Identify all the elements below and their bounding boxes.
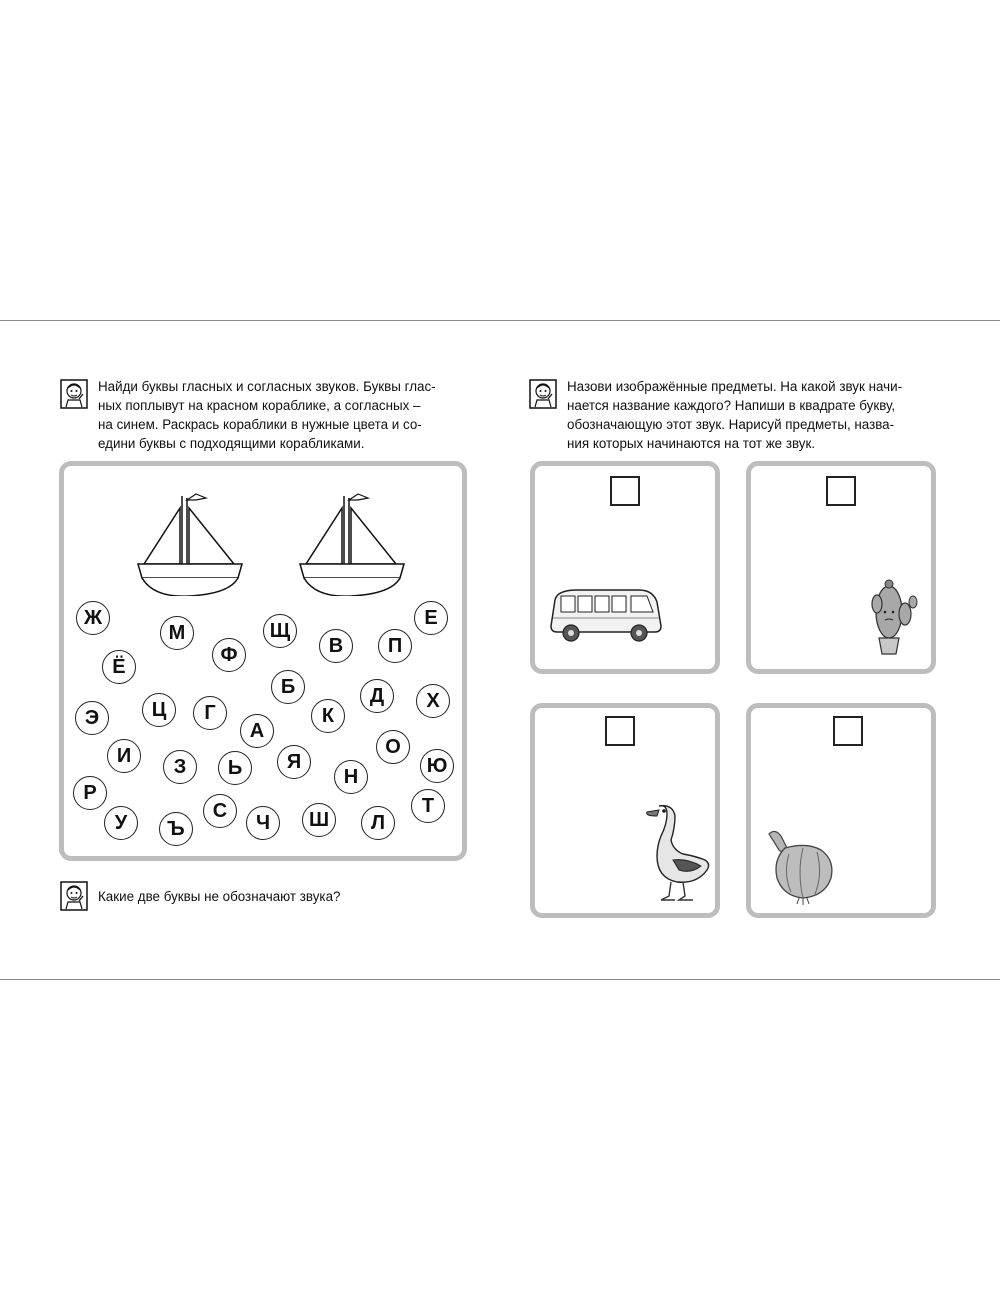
letter-circle[interactable]: Т xyxy=(411,789,445,823)
letter-circle[interactable]: Н xyxy=(334,760,368,794)
answer-box[interactable] xyxy=(826,476,856,506)
sailboat-blue xyxy=(296,486,406,596)
letter-circle[interactable]: Ъ xyxy=(159,812,193,846)
answer-box[interactable] xyxy=(605,716,635,746)
task-3-line: нается название каждого? Напиши в квадрате букву, xyxy=(567,398,896,413)
letter-circle[interactable]: Щ xyxy=(263,614,297,648)
picture-card xyxy=(530,703,720,918)
letter-circle[interactable]: О xyxy=(376,730,410,764)
picture-card xyxy=(746,703,936,918)
letter-circle[interactable]: Х xyxy=(416,684,450,718)
picture-card xyxy=(746,461,936,674)
letter-circle[interactable]: К xyxy=(311,699,345,733)
answer-box[interactable] xyxy=(833,716,863,746)
letter-circle[interactable]: Л xyxy=(361,806,395,840)
task-3-line: обозначающую этот звук. Нарисуй предметы, назва- xyxy=(567,417,895,432)
letter-circle[interactable]: И xyxy=(107,739,141,773)
thinking-boy-icon xyxy=(60,881,88,911)
letter-circle[interactable]: Ф xyxy=(212,638,246,672)
workbook-spread xyxy=(0,320,1000,980)
task-1-line: на синем. Раскрась кораблики в нужные цвета и со- xyxy=(98,417,422,432)
sailboat-red xyxy=(134,486,244,596)
letter-circle[interactable]: У xyxy=(104,806,138,840)
thinking-boy-icon xyxy=(529,379,557,409)
task-1-instructions xyxy=(98,377,468,453)
bus-icon xyxy=(547,584,665,646)
letter-circle[interactable]: Ё xyxy=(102,650,136,684)
task-1-line: ных поплывут на красном кораблике, а согласных – xyxy=(98,398,421,413)
letter-circle[interactable]: Ю xyxy=(420,749,454,783)
task-1-line: едини буквы с подходящими корабликами. xyxy=(98,436,365,451)
task-2-question: Какие две буквы не обозначают звука? xyxy=(98,889,341,904)
letter-circle[interactable]: З xyxy=(163,750,197,784)
task-3-line: Назови изображённые предметы. На какой звук начи- xyxy=(567,379,903,394)
picture-card xyxy=(530,461,720,674)
letter-circle[interactable]: Ц xyxy=(142,693,176,727)
task-3-instructions xyxy=(567,377,939,453)
task-3-line: ния которых начинаются на тот же звук. xyxy=(567,436,816,451)
letter-circle[interactable]: А xyxy=(240,714,274,748)
letter-circle[interactable]: Р xyxy=(73,776,107,810)
letter-circle[interactable]: Ь xyxy=(218,751,252,785)
letter-circle[interactable]: Б xyxy=(271,670,305,704)
answer-box[interactable] xyxy=(610,476,640,506)
letter-circle[interactable]: М xyxy=(160,616,194,650)
letter-circle[interactable]: Ч xyxy=(246,806,280,840)
task-1-line: Найди буквы гласных и согласных звуков. Буквы глас- xyxy=(98,379,436,394)
letter-circle[interactable]: Д xyxy=(360,679,394,713)
goose-icon xyxy=(635,800,715,904)
letter-circle[interactable]: С xyxy=(203,794,237,828)
letter-circle[interactable]: Е xyxy=(414,601,448,635)
letter-circle[interactable]: Г xyxy=(193,696,227,730)
letter-circle[interactable]: В xyxy=(319,629,353,663)
letter-circle[interactable]: Ж xyxy=(76,601,110,635)
letter-circle[interactable]: Ш xyxy=(302,803,336,837)
letters-panel xyxy=(59,461,467,861)
letter-circle[interactable]: Э xyxy=(75,701,109,735)
cactus-icon xyxy=(863,574,925,660)
letter-circle[interactable]: П xyxy=(378,629,412,663)
letter-circle[interactable]: Я xyxy=(277,745,311,779)
garlic-icon xyxy=(763,826,839,906)
thinking-boy-icon xyxy=(60,379,88,409)
